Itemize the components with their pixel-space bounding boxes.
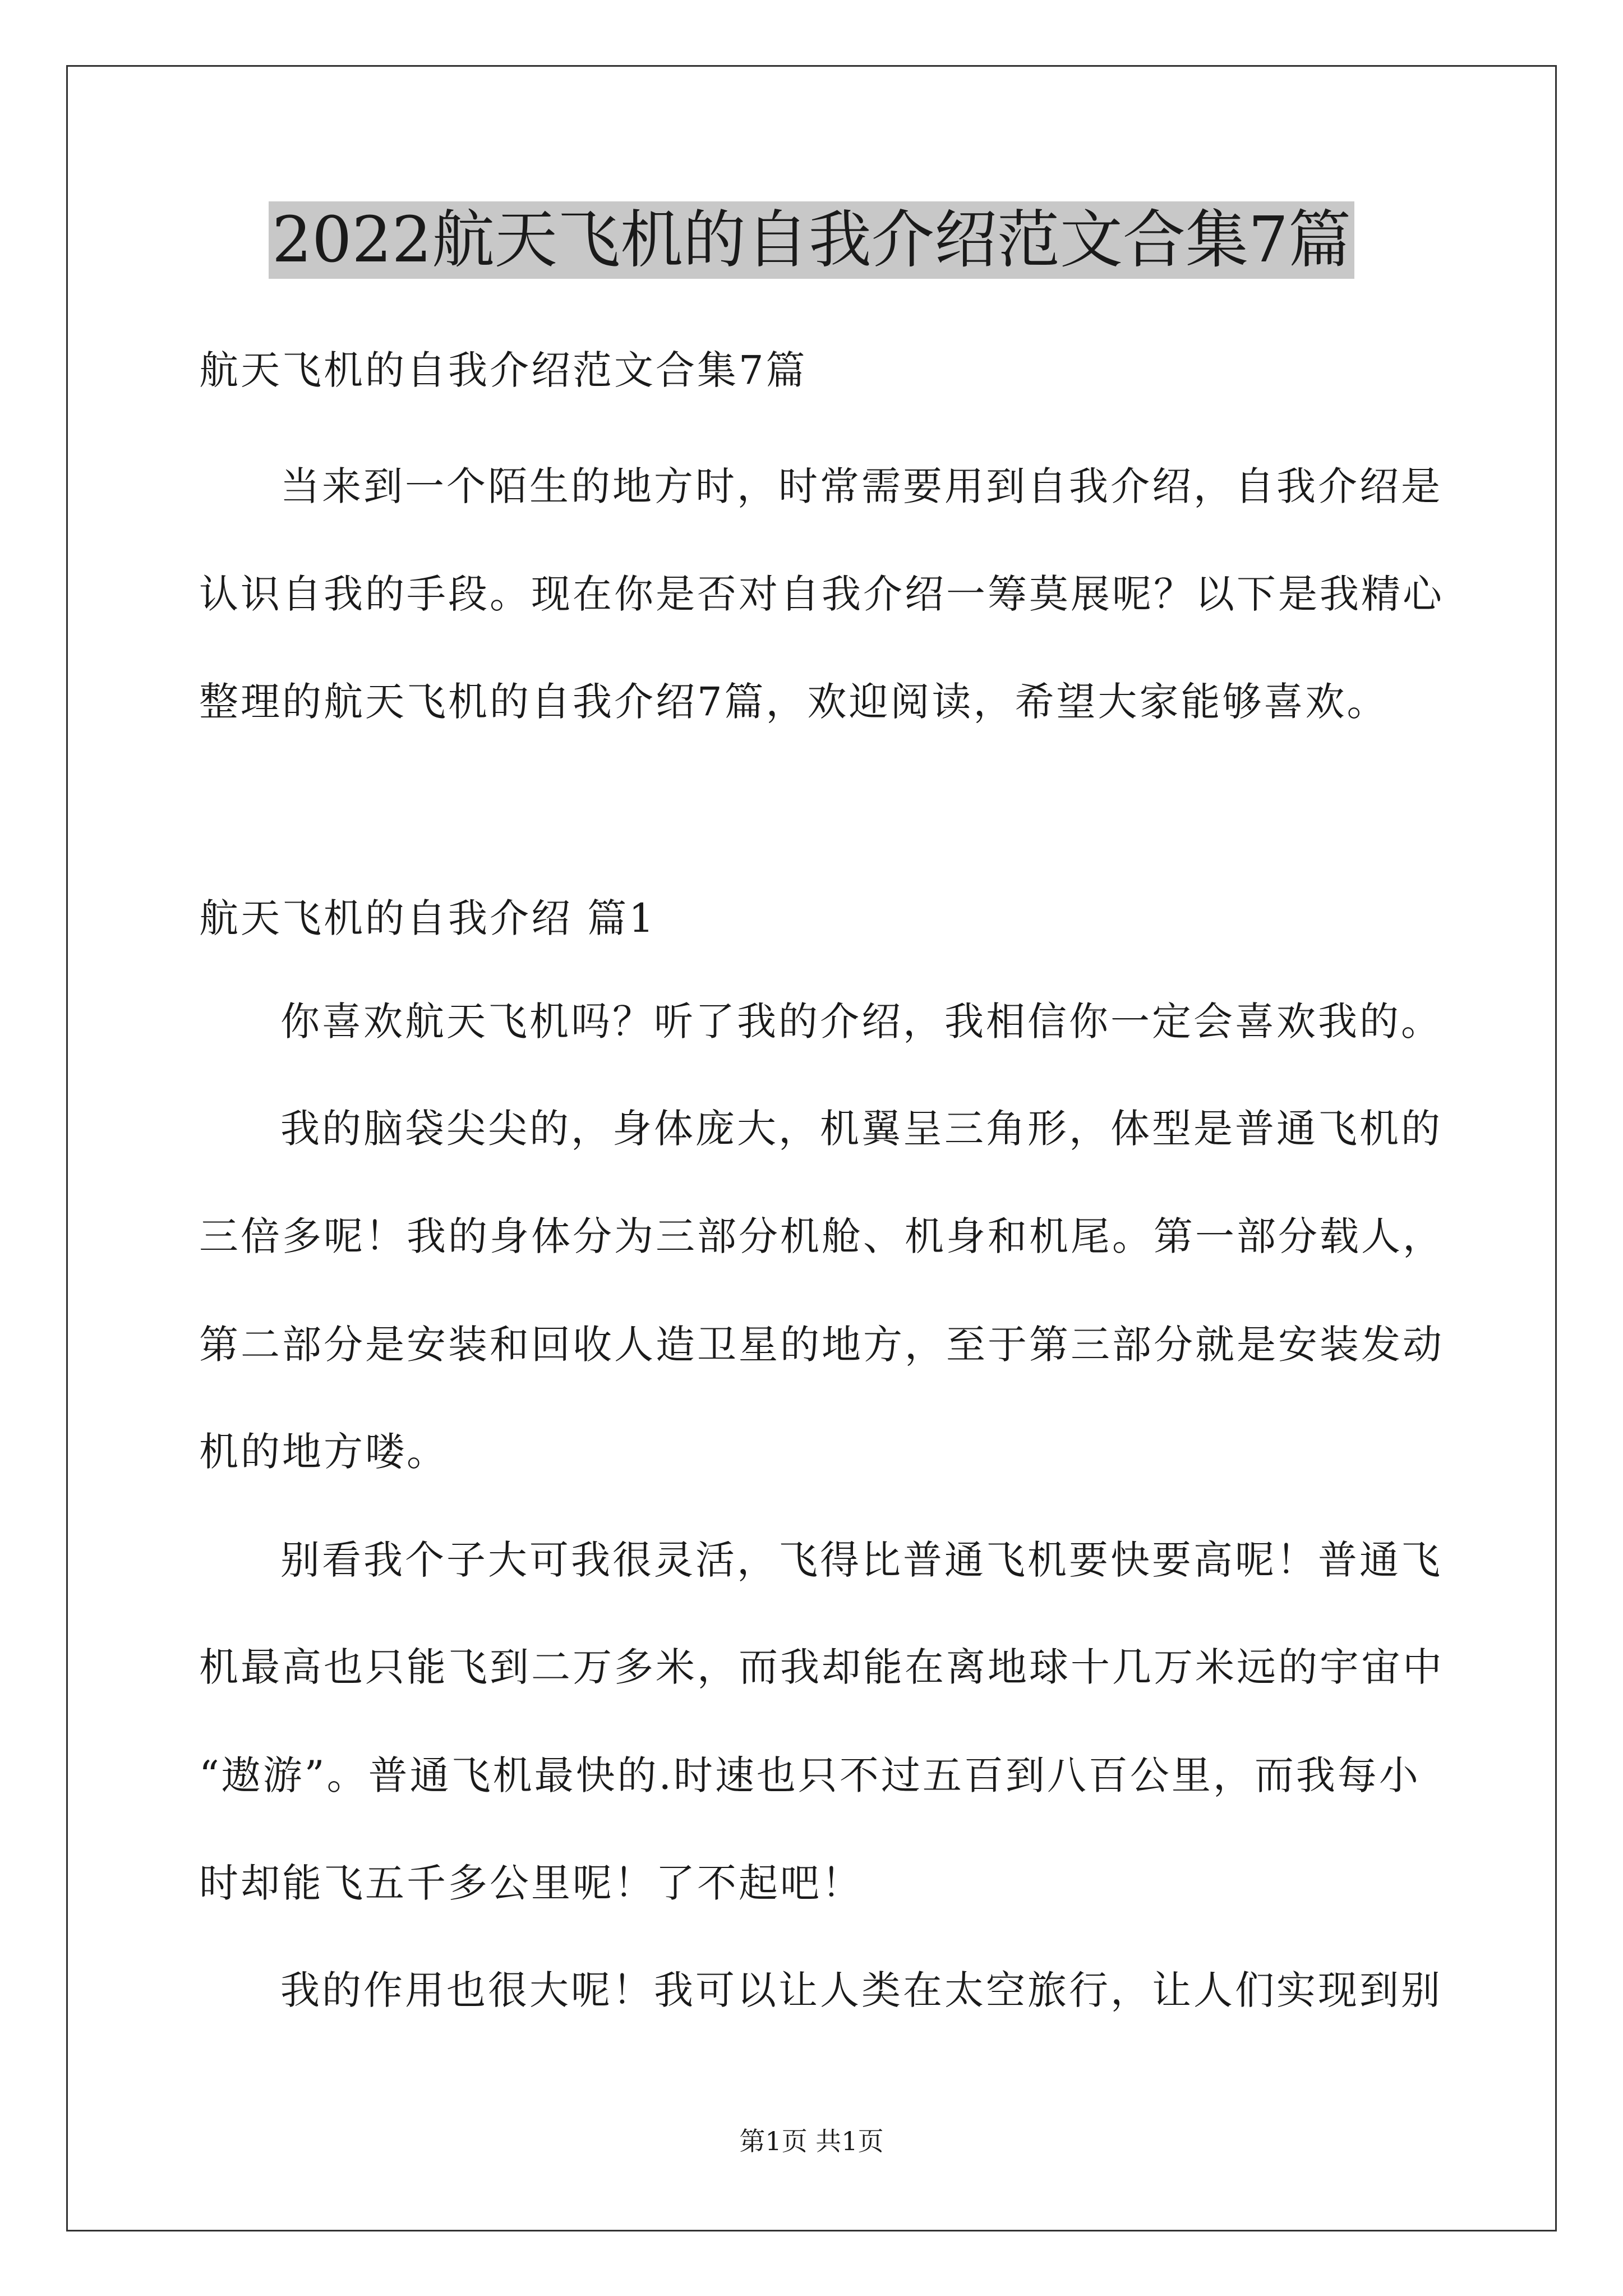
page-footer: 第1页 共1页 bbox=[739, 2126, 884, 2156]
body-line: “遨游”。普通飞机最快的.时速也只不过五百到八百公里，而我每小 bbox=[199, 1752, 1421, 1798]
body-line: 机最高也只能飞到二万多米，而我却能在离地球十几万米远的宇宙中 bbox=[199, 1644, 1444, 1690]
body-line: 我的作用也很大呢！我可以让人类在太空旅行，让人们实现到别 bbox=[280, 1967, 1442, 2013]
body-line: 机的地方喽。 bbox=[199, 1429, 448, 1475]
body-line: 你喜欢航天飞机吗？听了我的介绍，我相信你一定会喜欢我的。 bbox=[280, 999, 1442, 1045]
body-line: 三倍多呢！我的身体分为三部分机舱、机身和机尾。第一部分载人， bbox=[199, 1213, 1444, 1259]
intro-line: 整理的航天飞机的自我介绍7篇，欢迎阅读，希望大家能够喜欢。 bbox=[199, 679, 1389, 725]
intro-line: 认识自我的手段。现在你是否对自我介绍一筹莫展呢？以下是我精心 bbox=[199, 571, 1444, 617]
body-line: 第二部分是安装和回收人造卫星的地方，至于第三部分就是安装发动 bbox=[199, 1322, 1444, 1368]
body-line: 时却能飞五千多公里呢！了不起吧！ bbox=[199, 1860, 863, 1906]
body-line: 别看我个子大可我很灵活，飞得比普通飞机要快要高呢！普通飞 bbox=[280, 1537, 1442, 1583]
body-line: 我的脑袋尖尖的，身体庞大，机翼呈三角形，体型是普通飞机的 bbox=[280, 1106, 1442, 1152]
intro-line: 当来到一个陌生的地方时，时常需要用到自我介绍，自我介绍是 bbox=[280, 463, 1442, 509]
section-heading: 航天飞机的自我介绍 篇1 bbox=[199, 895, 656, 941]
document-title bbox=[0, 201, 1623, 279]
document-subtitle: 航天飞机的自我介绍范文合集7篇 bbox=[199, 347, 808, 393]
document-title-text: 2022航天飞机的自我介绍范文合集7篇 bbox=[269, 201, 1354, 279]
